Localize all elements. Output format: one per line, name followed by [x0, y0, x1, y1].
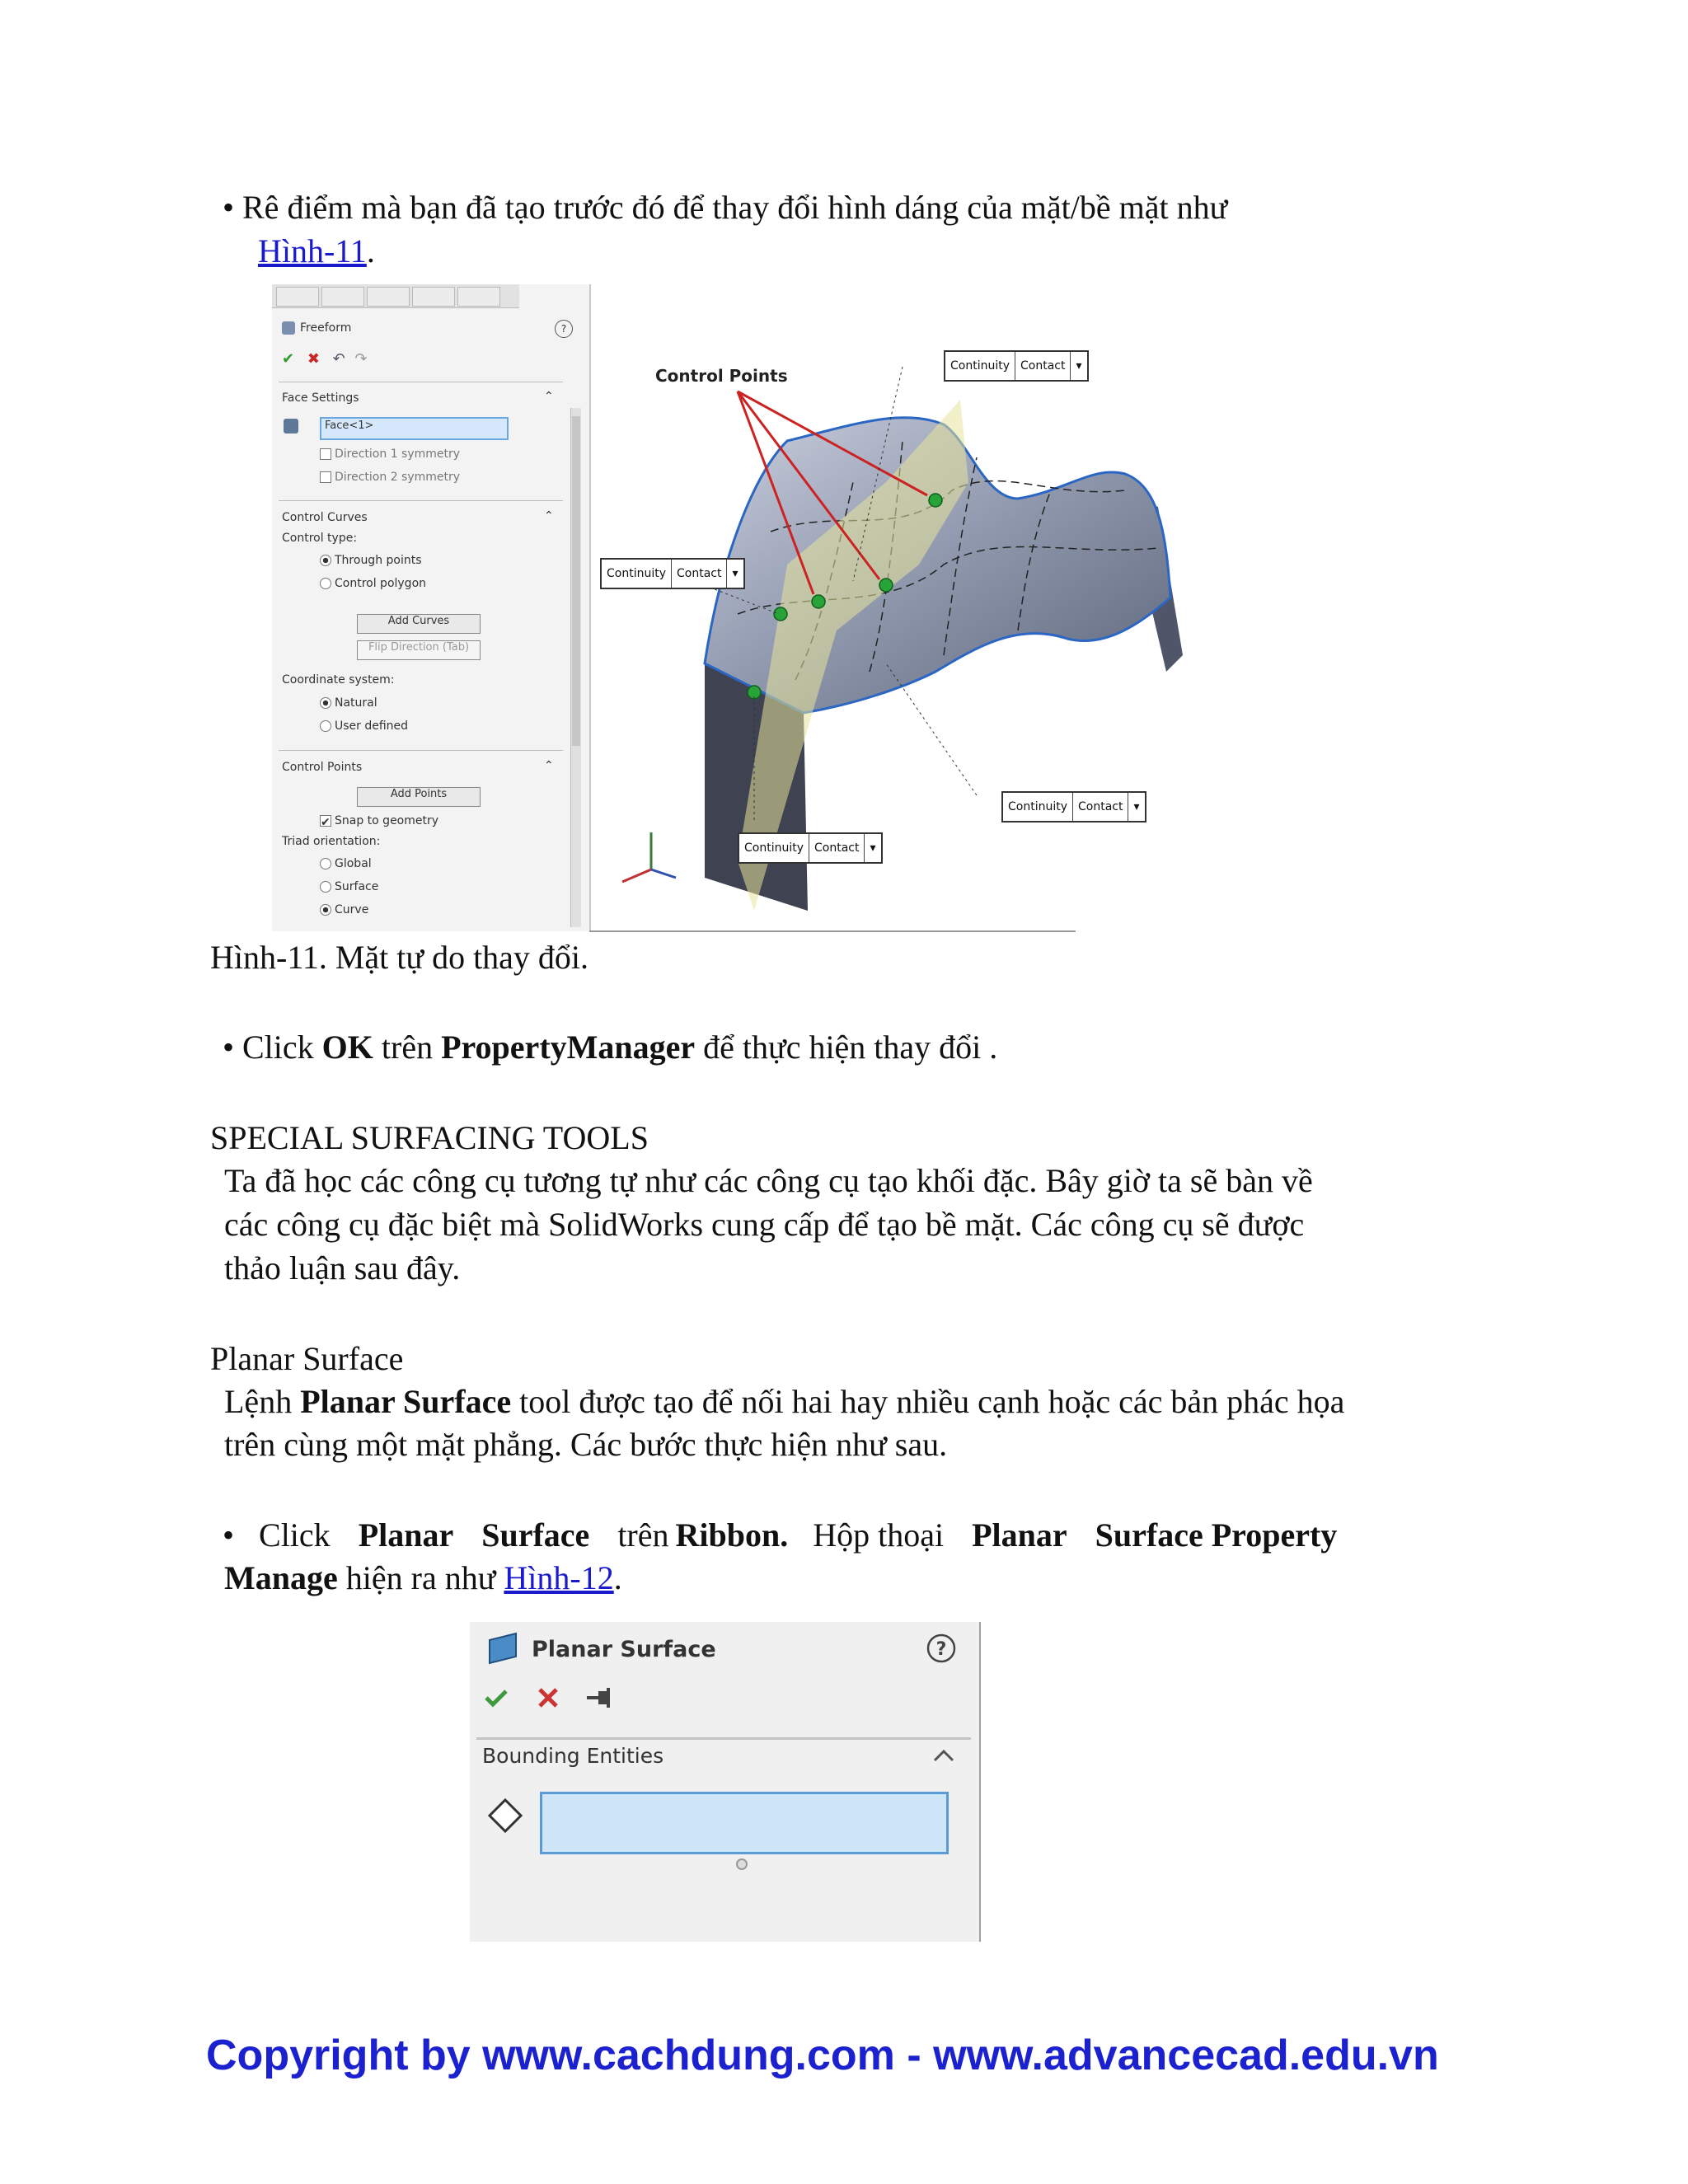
snap-to-geometry-checkbox[interactable]: ✔ Snap to geometry [321, 814, 439, 829]
dimxpert-tab-icon[interactable] [412, 287, 455, 307]
redo-icon[interactable]: ↷ [354, 350, 368, 368]
freeform-property-manager [272, 284, 591, 931]
bullet-click-planar-line-2: Manage hiện ra như Hình-12. [224, 1559, 622, 1596]
scrollbar-thumb[interactable] [572, 416, 580, 746]
radio-surface[interactable]: Surface [320, 880, 378, 893]
figure-12-planar-surface-pm [470, 1622, 981, 1942]
pm-title: Freeform [300, 321, 352, 335]
face-icon [284, 419, 298, 434]
label-coordinate-system: Coordinate system: [282, 673, 395, 687]
collapse-chevron-icon[interactable]: ⌃ [544, 509, 554, 523]
axis-triad-icon [622, 832, 676, 882]
radio-through-points[interactable]: Through points [320, 554, 422, 567]
bounding-entities-selection-box[interactable] [540, 1792, 949, 1854]
radio-control-polygon[interactable]: Control polygon [320, 577, 426, 590]
label-triad-orientation: Triad orientation: [282, 835, 381, 848]
paragraph-line-1: Ta đã học các công cụ tương tự như các công cụ tạo khối đặc. Bây giờ ta sẽ bàn về [224, 1162, 1313, 1199]
section-bounding-entities[interactable]: Bounding Entities [482, 1744, 664, 1768]
freeform-icon [282, 321, 295, 335]
link-hinh-11[interactable]: Hình-11 [258, 232, 367, 269]
undo-icon[interactable]: ↶ [332, 350, 345, 368]
direction-2-symmetry-checkbox[interactable]: Direction 2 symmetry [320, 471, 460, 484]
configuration-tab-icon[interactable] [367, 287, 410, 307]
display-manager-tab-icon[interactable] [457, 287, 500, 307]
planar-surface-icon [485, 1630, 521, 1666]
pm-title: Planar Surface [532, 1637, 716, 1662]
divider [476, 1737, 971, 1740]
cancel-x-icon[interactable]: ✖ [307, 350, 320, 368]
feature-manager-tab-icon[interactable] [276, 287, 319, 307]
ok-check-icon[interactable] [480, 1681, 513, 1714]
add-curves-button[interactable]: Add Curves [357, 614, 481, 634]
pm-title-row [282, 321, 351, 335]
paragraph-line-2: các công cụ đặc biệt mà SolidWorks cung cấp để tạo bề mặt. Các công cụ sẽ được [224, 1206, 1305, 1243]
section-control-points[interactable]: Control Points [282, 761, 363, 774]
face-selection-field[interactable]: Face<1> [320, 417, 509, 440]
radio-natural[interactable]: Natural [320, 696, 377, 710]
paragraph-line-3: thảo luận sau đây. [224, 1249, 461, 1286]
continuity-callout-1[interactable]: Continuity Contact ▾ [944, 350, 1089, 382]
bullet-click-planar: • Click Planar Surface trên Ribbon. Hộp thoại Planar Surface Property [223, 1516, 1338, 1554]
divider [279, 750, 563, 751]
help-icon[interactable] [925, 1632, 958, 1665]
pm-scrollbar[interactable] [570, 408, 581, 927]
ok-check-icon[interactable]: ✔ [282, 350, 295, 368]
pm-actions [282, 350, 368, 368]
control-points-annotation: Control Points [655, 366, 788, 386]
graphics-viewport[interactable] [589, 284, 1335, 935]
resize-handle[interactable] [736, 1858, 748, 1870]
direction-1-symmetry-checkbox[interactable]: Direction 1 symmetry [320, 448, 460, 461]
link-hinh-12[interactable]: Hình-12 [504, 1559, 614, 1596]
radio-global[interactable]: Global [320, 857, 372, 870]
section-heading-special-surfacing: SPECIAL SURFACING TOOLS [210, 1119, 649, 1156]
section-face-settings[interactable]: Face Settings [282, 391, 359, 405]
help-icon[interactable]: ? [555, 320, 573, 338]
svg-text:?: ? [935, 1639, 947, 1660]
planar-paragraph-line-2: trên cùng một mặt phẳng. Các bước thực hiện như sau. [224, 1426, 948, 1463]
property-manager-tab-icon[interactable] [321, 287, 364, 307]
copyright-footer: Copyright by www.cachdung.com - www.advancecad.edu.vn [206, 2032, 1439, 2079]
cancel-x-icon[interactable] [532, 1681, 565, 1714]
divider [279, 500, 563, 501]
continuity-callout-2[interactable]: Continuity Contact ▾ [600, 558, 745, 589]
figure-11-freeform [272, 284, 1335, 935]
figure-11-caption: Hình-11. Mặt tự do thay đổi. [210, 939, 589, 976]
planar-paragraph-line-1: Lệnh Planar Surface tool được tạo để nối hai hay nhiều cạnh hoặc các bản phác họa [224, 1383, 1345, 1420]
pm-tab-bar [272, 284, 519, 308]
bullet-text-1: • Rê điểm mà bạn đã tạo trước đó để thay đổi hình dáng của mặt/bề mặt như [223, 189, 1228, 226]
section-control-curves[interactable]: Control Curves [282, 511, 368, 524]
continuity-callout-4[interactable]: Continuity Contact ▾ [738, 832, 883, 864]
edge-selection-icon [486, 1797, 524, 1835]
collapse-chevron-icon[interactable]: ⌃ [544, 759, 554, 772]
figure-ref-line: Hình-11. [258, 232, 375, 269]
bullet-click-ok: • Click OK trên PropertyManager để thực hiện thay đổi . [223, 1029, 998, 1066]
radio-curve[interactable]: Curve [320, 903, 368, 916]
add-points-button[interactable]: Add Points [357, 787, 481, 807]
collapse-chevron-icon[interactable]: ⌃ [544, 390, 554, 403]
pin-icon[interactable] [582, 1681, 615, 1714]
flip-direction-button[interactable]: Flip Direction (Tab) [357, 640, 481, 660]
collapse-chevron-icon[interactable] [931, 1746, 956, 1765]
section-heading-planar-surface: Planar Surface [210, 1340, 404, 1377]
continuity-callout-3[interactable]: Continuity Contact ▾ [1001, 791, 1146, 823]
radio-user-defined[interactable]: User defined [320, 719, 408, 733]
label-control-type: Control type: [282, 532, 358, 545]
